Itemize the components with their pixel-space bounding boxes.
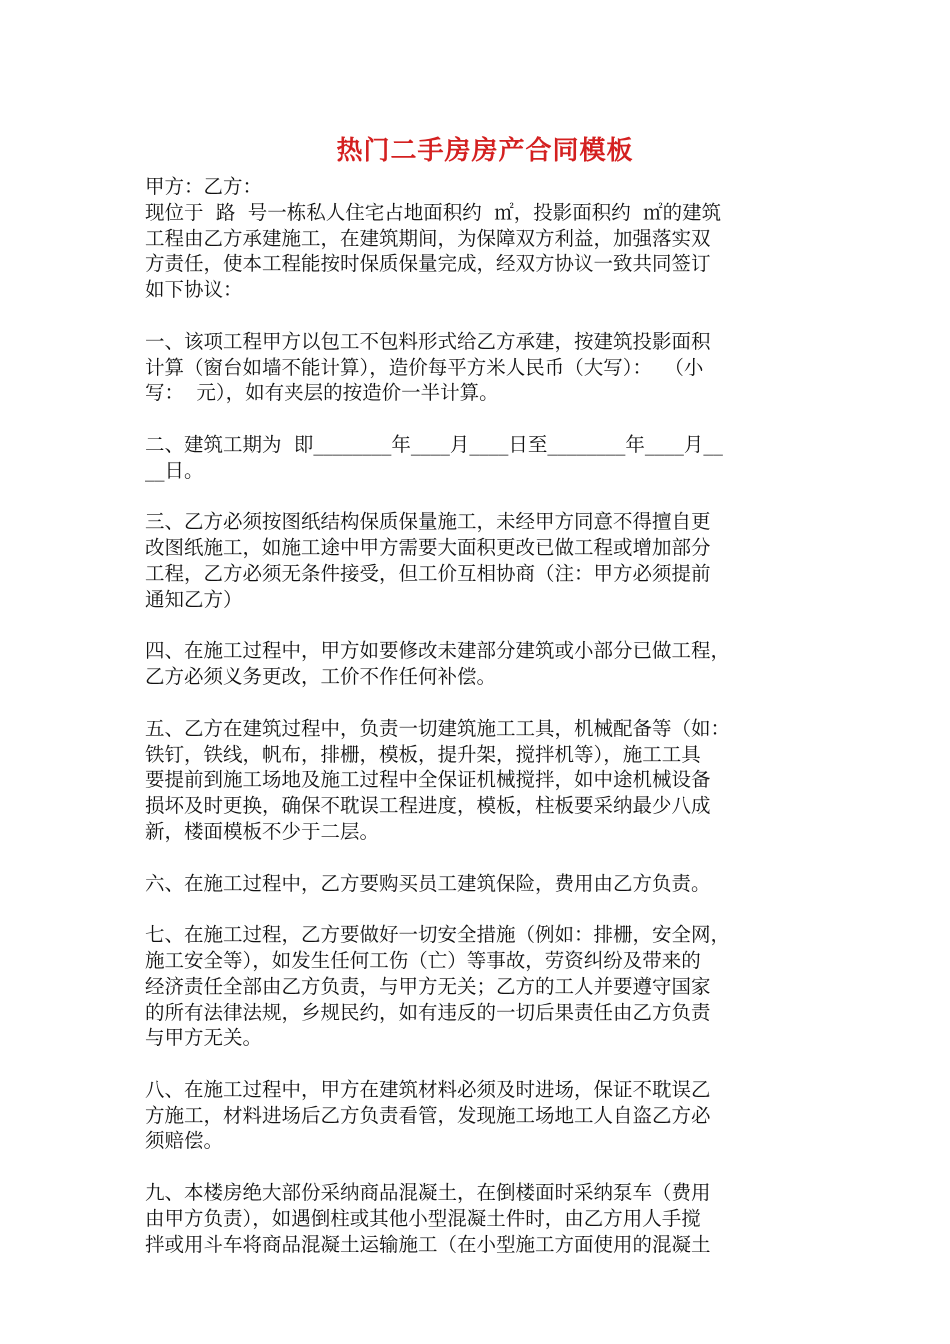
document-title: 热门二手房房产合同模板 — [336, 136, 634, 166]
clause-5-line: 要提前到施工场地及施工过程中全保证机械搅拌，如中途机械设备 — [145, 768, 711, 792]
paragraph-gap — [145, 484, 825, 510]
clause-4-line: 四、在施工过程中，甲方如要修改未建部分建筑或小部分已做工程， — [145, 639, 731, 663]
paragraph-gap — [145, 690, 825, 716]
clause-8-line: 八、在施工过程中，甲方在建筑材料必须及时进场，保证不耽误乙 — [145, 1077, 711, 1101]
clause-1-line: 一、该项工程甲方以包工不包料形式给乙方承建，按建筑投影面积 — [145, 329, 711, 353]
clause-9-line: 九、本楼房绝大部份采纳商品混凝土，在倒楼面时采纳泵车（费用 — [145, 1181, 711, 1205]
clause-7-line: 施工安全等），如发生任何工伤（亡）等事故，劳资纠纷及带来的 — [145, 948, 701, 972]
clause-3-line: 工程，乙方必须无条件接受，但工价互相协商（注：甲方必须提前 — [145, 561, 711, 585]
clause-3-line: 改图纸施工，如施工途中甲方需要大面积更改已做工程或增加部分 — [145, 536, 711, 560]
document-page — [145, 128, 825, 1257]
clause-5-line: 新，楼面模板不少于二层。 — [145, 819, 380, 843]
clause-1-line: 写： 元），如有夹层的按造价一半计算。 — [145, 381, 499, 405]
party-line: 甲方：乙方： — [145, 175, 263, 198]
paragraph-gap — [145, 303, 825, 329]
clause-7-line: 经济责任全部由乙方负责，与甲方无关；乙方的工人并要遵守国家 — [145, 974, 711, 998]
paragraph-gap — [145, 1051, 825, 1077]
paragraph-gap — [145, 1154, 825, 1180]
document-body — [145, 174, 825, 1257]
intro-line: 如下协议： — [145, 278, 243, 302]
paragraph-gap — [145, 613, 825, 639]
clause-7-line: 七、在施工过程，乙方要做好一切安全措施（例如：排栅，安全网， — [145, 923, 731, 947]
paragraph-gap — [145, 406, 825, 432]
paragraph-gap — [145, 845, 825, 871]
clause-5-line: 损坏及时更换，确保不耽误工程进度，模板，柱板要采纳最少八成 — [145, 794, 711, 818]
clause-5-line: 五、乙方在建筑过程中，负责一切建筑施工工具，机械配备等（如： — [145, 716, 731, 740]
clause-3-line: 三、乙方必须按图纸结构保质保量施工，未经甲方同意不得擅自更 — [145, 510, 711, 534]
clause-3-line: 通知乙方） — [145, 587, 243, 611]
clause-7-line: 的所有法律法规，乡规民约，如有违反的一切后果责任由乙方负责 — [145, 1000, 711, 1024]
clause-2-line: __日。 — [145, 458, 204, 482]
clause-1-line: 计算（窗台如墙不能计算），造价每平方米人民币（大写）： （小 — [145, 355, 704, 379]
clause-8-line: 方施工，材料进场后乙方负责看管，发现施工场地工人自盗乙方必 — [145, 1103, 711, 1127]
intro-line: 方责任，使本工程能按时保质保量完成，经双方协议一致共同签订 — [145, 252, 711, 276]
clause-9-line: 由甲方负责），如遇倒柱或其他小型混凝土件时，由乙方用人手搅 — [145, 1206, 701, 1230]
clause-5-line: 铁钉，铁线，帆布，排栅，模板，提升架，搅拌机等），施工工具 — [145, 742, 701, 766]
clause-2-line: 二、建筑工期为 即________年____月____日至________年____月__ — [145, 432, 723, 456]
clause-9-line: 拌或用斗车将商品混凝土运输施工（在小型施工方面使用的混凝土 — [145, 1232, 711, 1256]
intro-line: 工程由乙方承建施工，在建筑期间，为保障双方利益，加强落实双 — [145, 226, 711, 250]
clause-7-line: 与甲方无关。 — [145, 1026, 263, 1050]
intro-line: 现位于 路 号一栋私人住宅占地面积约 ㎡，投影面积约 ㎡的建筑 — [145, 200, 722, 224]
paragraph-gap — [145, 896, 825, 922]
clause-8-line: 须赔偿。 — [145, 1129, 224, 1153]
clause-6-line: 六、在施工过程中，乙方要购买员工建筑保险，费用由乙方负责。 — [145, 871, 711, 895]
clause-4-line: 乙方必须义务更改，工价不作任何补偿。 — [145, 665, 497, 689]
